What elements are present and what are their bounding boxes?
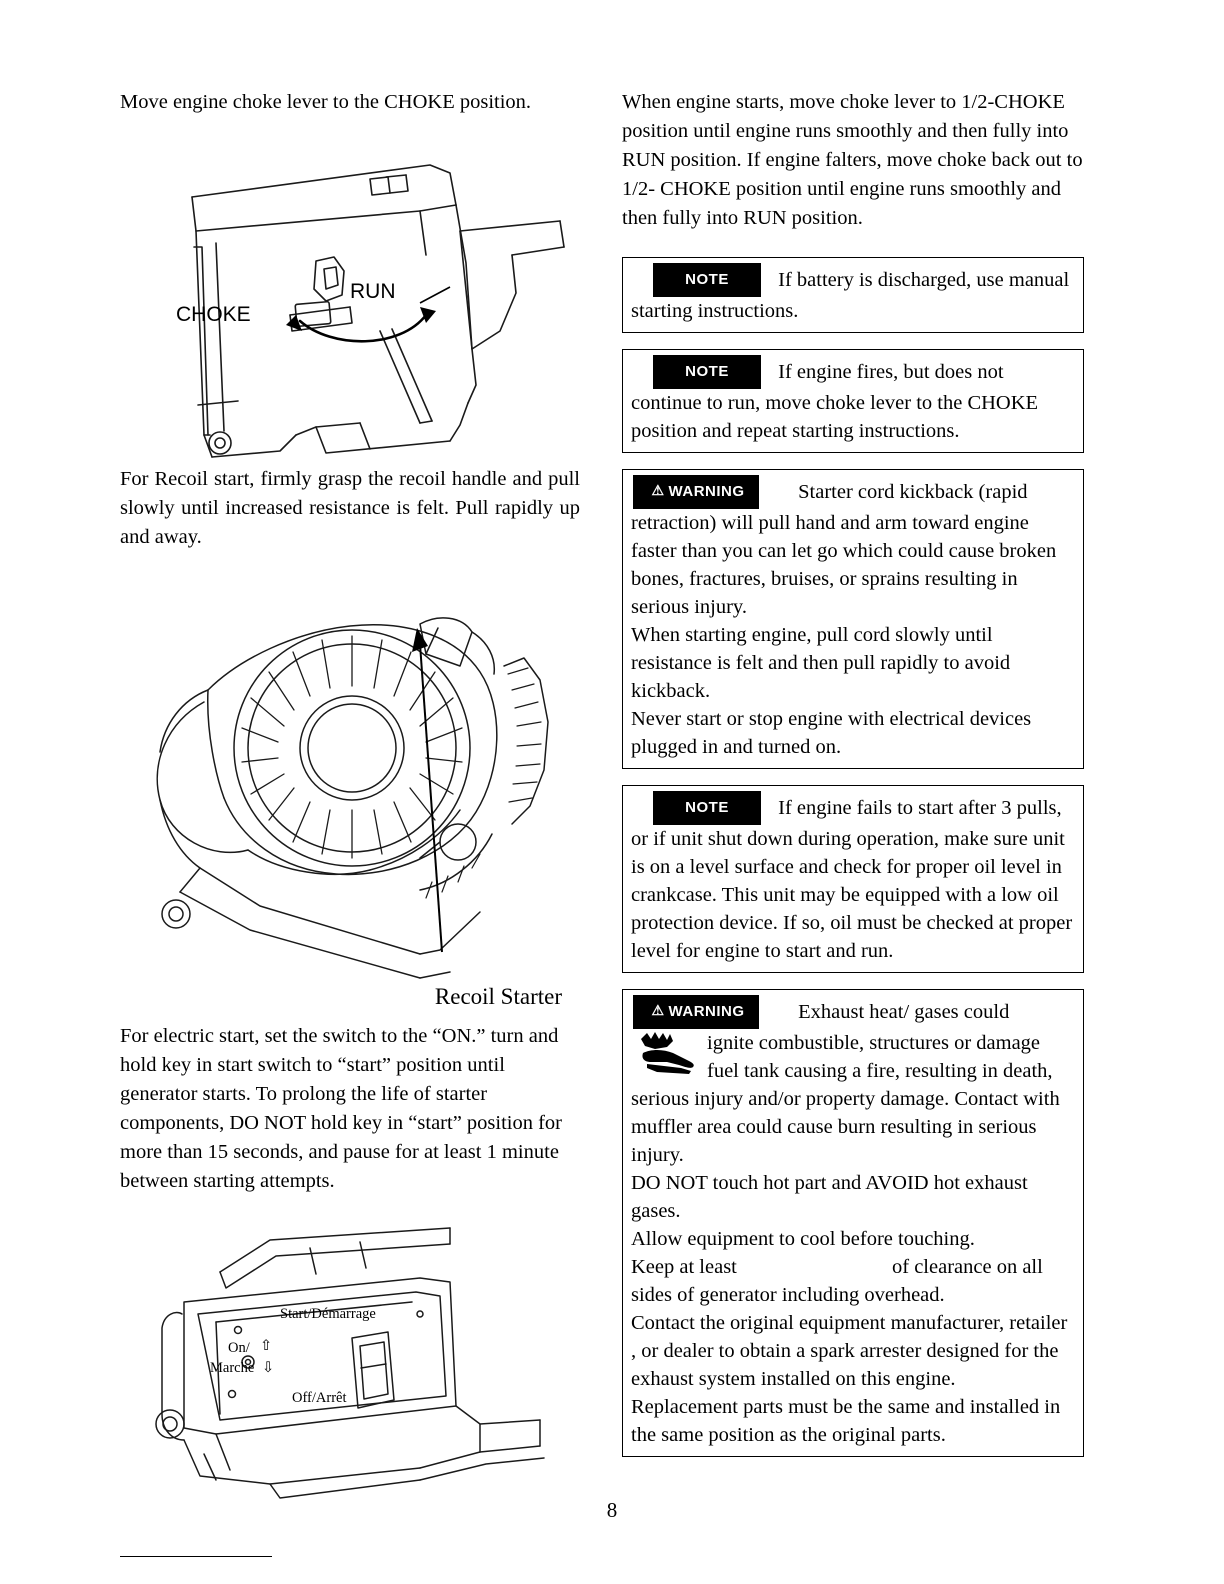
note-text: If engine fires, but does not continue to run, move choke lever to the CHOKE position and repeat starting instructions. [631,361,1039,442]
page-number: 8 [606,1498,618,1522]
warning-text-6: Replacement parts must be the same and installed in the same position as the original parts. [631,1396,1061,1446]
label-choke: CHOKE [176,303,251,326]
note-battery-discharged [622,257,1084,333]
figure-start-switch [120,1218,580,1518]
arrow-head-choke [286,315,302,331]
arrow-up-icon: ⇧ [260,1338,273,1354]
arrow-down-icon: ⇩ [262,1360,275,1376]
warning-text-5: Contact the original equipment manufacturer, retailer , or dealer to obtain a spark arrester designed for the exhaust system installed on this engine. [631,1312,1068,1390]
figure-recoil-starter [120,562,580,982]
paragraph-choke: Move engine choke lever to the CHOKE position. [120,91,532,113]
warning-text-c: fuel tank causing a fire, resulting in death, serious injury and/or property damage. Contact with muffler area could cause burn resulting in serious injury. [631,1060,1060,1166]
warning-text-b: ignite combustible, structures or damage [707,1032,1041,1054]
label-marche: Marche [210,1360,255,1376]
figure-choke-lever [120,135,580,465]
warning-text-3: Allow equipment to cool before touching. [631,1228,975,1250]
warning-text-4b: of clearance on all sides of generator including overhead. [631,1256,1043,1306]
note-text: If battery is discharged, use manual starting instructions. [631,269,1070,322]
right-column [622,88,1084,1457]
warning-text-1: Starter cord kickback (rapid retraction) will pull hand and arm toward engine faster than you can let go which could cause broken bones, fractures, bruises, or sprains resulting in serious injury. [631,481,1057,618]
figure-caption-recoil-starter: Recoil Starter [434,984,562,1009]
hot-surface-hand-icon [637,1031,699,1075]
warning-tag: ⚠ WARNING [633,995,759,1029]
warning-text-3: Never start or stop engine with electrical devices plugged in and turned on. [631,708,1032,758]
warning-text-4a: Keep at least [631,1256,737,1278]
warning-exhaust-heat [622,989,1084,1457]
warning-tag: ⚠ WARNING [633,475,759,509]
warning-text-a: Exhaust heat/ gases could [798,1001,1010,1023]
warning-text-2: DO NOT touch hot part and AVOID hot exhaust gases. [631,1172,1028,1222]
label-run: RUN [350,280,396,303]
note-tag: NOTE [653,791,761,825]
recoil-starter-illustration [120,562,580,982]
warning-text-2: When starting engine, pull cord slowly until resistance is felt and then pull rapidly to avoid kickback. [631,624,1011,702]
warning-triangle-icon: ⚠ [651,482,665,498]
label-off-arret: Off/Arrêt [292,1390,347,1406]
note-tag: NOTE [653,355,761,389]
paragraph-recoil: For Recoil start, firmly grasp the recoil handle and pull slowly until increased resistance is felt. Pull rapidly up and away. [120,468,580,548]
note-text: If engine fails to start after 3 pulls, or if unit shut down during operation, make sure unit is on a level surface and check for proper oil level in crankcase. This unit may be equipped with a low oil protection device. If so, oil must be checked at proper level for engine to start and run. [631,797,1073,962]
label-start-demarrage: Start/Démarrage [280,1306,376,1322]
footer-divider [120,1556,272,1557]
warning-starter-cord-kickback [622,469,1084,769]
note-engine-fails-to-start [622,785,1084,973]
note-engine-fires [622,349,1084,453]
left-column [120,88,580,1518]
label-on: On/ [228,1340,250,1356]
paragraph-engine-starts: When engine starts, move choke lever to 1/2-CHOKE position until engine runs smoothly and then fully into RUN position. If engine falters, move choke back out to 1/2- CHOKE position until engine runs smoothly and then fully into RUN position. [622,91,1083,229]
paragraph-electric-start: For electric start, set the switch to the “ON.” turn and hold key in start switch to “start” position until generator starts. To prolong the life of starter components, DO NOT hold key in “start” position for more than 15 seconds, and pause for at least 1 minute between starting attempts. [120,1025,563,1192]
switch-panel-illustration [120,1218,580,1518]
warning-triangle-icon: ⚠ [651,1002,665,1018]
note-tag: NOTE [653,263,761,297]
